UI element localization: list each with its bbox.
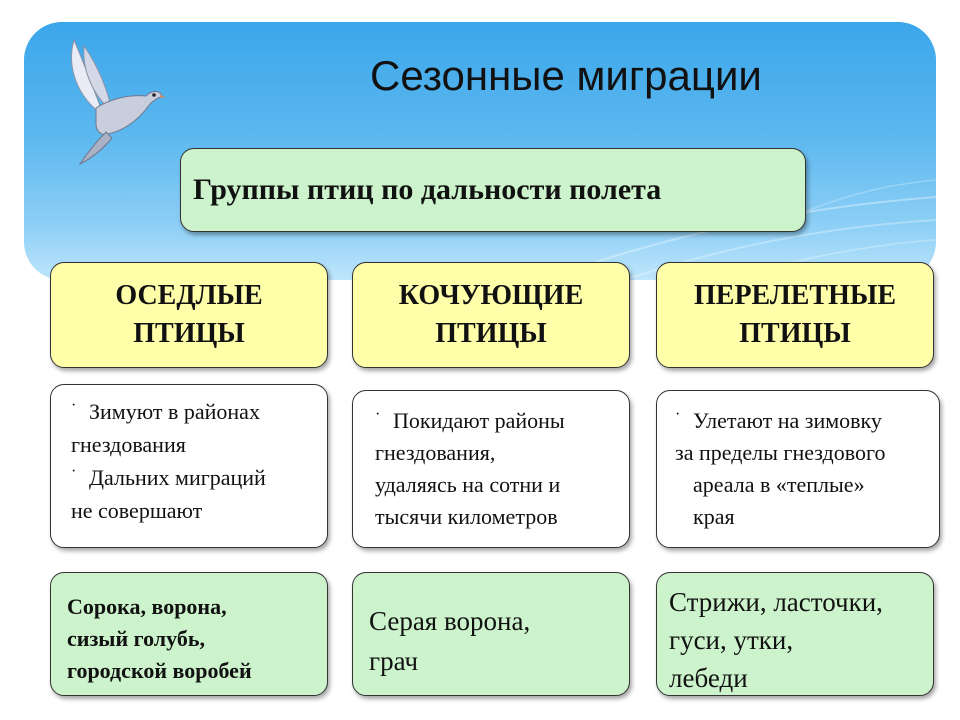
desc-migratory-line-3: ареала в «теплые» (693, 472, 865, 497)
dove-icon (56, 38, 166, 168)
bullet-icon: · (675, 406, 681, 423)
desc-sedentary-bullet-2 (71, 461, 317, 494)
desc-sedentary-line-2: гнездования (71, 432, 186, 457)
page-title: Сезонные миграции (370, 52, 762, 99)
example-line: лебеди (669, 663, 748, 693)
category-migratory-line1: ПЕРЕЛЕТНЫЕ (693, 280, 897, 311)
description-migratory (656, 390, 940, 548)
bullet-icon: · (71, 463, 77, 480)
category-sedentary-line1: ОСЕДЛЫЕ (115, 280, 263, 311)
description-nomadic (352, 390, 630, 548)
category-nomadic (352, 262, 630, 368)
desc-text: Улетают на зимовку (693, 408, 882, 433)
category-sedentary (50, 262, 328, 368)
category-sedentary-line2: ПТИЦЫ (133, 318, 245, 349)
example-line: городской воробей (67, 658, 252, 683)
bullet-icon: · (71, 397, 77, 414)
desc-text: Зимуют в районах (89, 399, 260, 424)
description-sedentary (50, 384, 328, 548)
example-line: Стрижи, ласточки, (669, 587, 883, 617)
desc-nomadic-bullet-1 (375, 405, 619, 437)
category-migratory-line2: ПТИЦЫ (739, 318, 851, 349)
bullet-icon: · (375, 406, 381, 423)
examples-migratory (656, 572, 934, 696)
example-line: сизый голубь, (67, 626, 205, 651)
examples-sedentary (50, 572, 328, 696)
example-line: грач (369, 646, 419, 676)
example-line: гуси, утки, (669, 625, 794, 655)
desc-text: Дальних миграций (89, 465, 266, 490)
desc-sedentary-line-4: не совершают (71, 498, 203, 523)
desc-sedentary-bullet-1 (71, 395, 317, 428)
desc-nomadic-line-3: удаляясь на сотни и (375, 472, 561, 497)
groups-header-box: Группы птиц по дальности полета (180, 148, 806, 232)
category-migratory (656, 262, 934, 368)
category-nomadic-line1: КОЧУЮЩИЕ (398, 280, 584, 311)
example-line: Серая ворона, (369, 606, 531, 636)
desc-migratory-line-4: края (693, 504, 735, 529)
examples-nomadic (352, 572, 630, 696)
desc-nomadic-line-2: гнездования, (375, 440, 496, 465)
category-nomadic-line2: ПТИЦЫ (435, 318, 547, 349)
desc-migratory-bullet-1 (675, 405, 929, 437)
desc-migratory-line-2: за пределы гнездового (675, 440, 886, 465)
example-line: Сорока, ворона, (67, 594, 227, 619)
desc-text: Покидают районы (393, 408, 565, 433)
desc-nomadic-line-4: тысячи километров (375, 504, 558, 529)
